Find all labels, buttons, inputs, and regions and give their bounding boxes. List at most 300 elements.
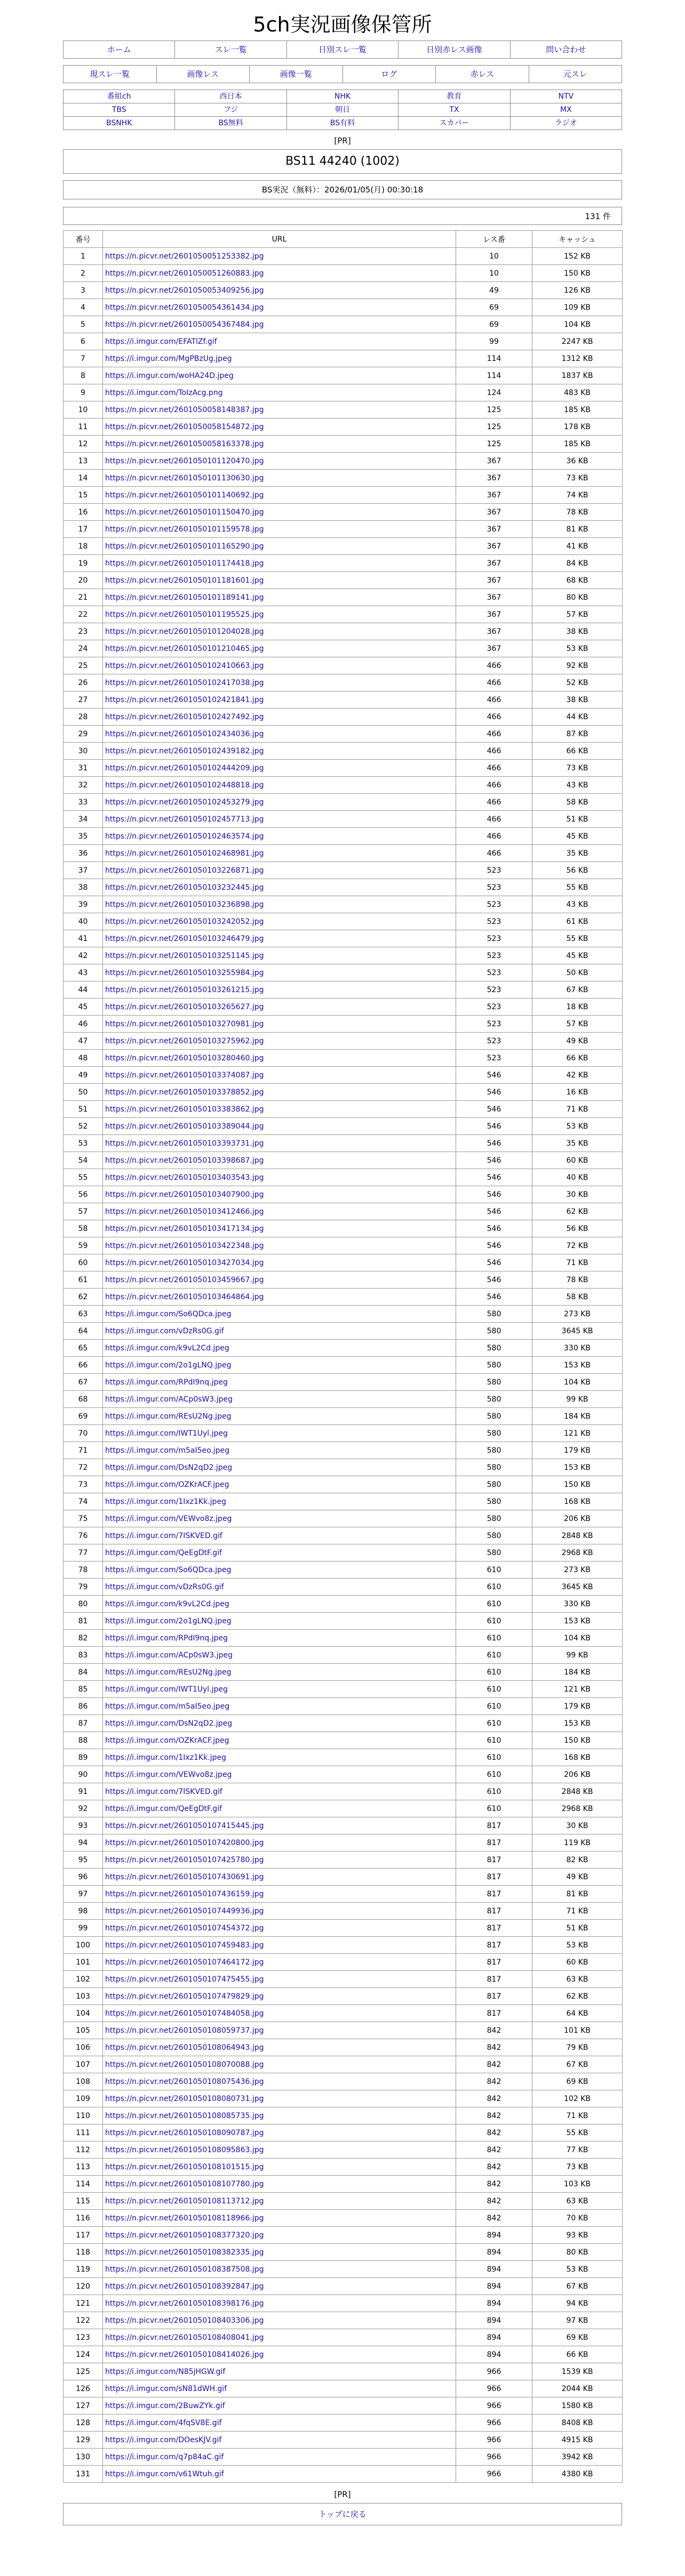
row-url[interactable]: [103, 657, 456, 674]
channel-nishinihon-link[interactable]: 西日本: [219, 92, 242, 101]
row-url[interactable]: [103, 2414, 456, 2432]
row-url[interactable]: [103, 521, 456, 538]
row-url[interactable]: [103, 2380, 456, 2397]
image-link[interactable]: https://n.picvr.net/2601050103251145.jpg: [105, 951, 264, 960]
nav-home[interactable]: [63, 41, 175, 59]
image-link[interactable]: https://n.picvr.net/2601050102463574.jpg: [105, 832, 264, 841]
row-url[interactable]: [103, 1476, 456, 1493]
row-url[interactable]: [103, 674, 456, 691]
row-url[interactable]: [103, 1749, 456, 1766]
channel-bs-free[interactable]: [175, 117, 286, 130]
row-url[interactable]: [103, 1186, 456, 1203]
image-link[interactable]: https://n.picvr.net/2601050103389044.jpg: [105, 1122, 264, 1131]
image-link[interactable]: https://n.picvr.net/2601050108090787.jpg: [105, 2128, 264, 2137]
back-to-top[interactable]: [63, 2503, 622, 2525]
channel-tx-link[interactable]: TX: [449, 106, 459, 114]
row-url[interactable]: [103, 2022, 456, 2039]
image-link[interactable]: https://n.picvr.net/2601050103226871.jpg: [105, 866, 264, 875]
row-url[interactable]: [103, 1408, 456, 1425]
image-link[interactable]: https://i.imgur.com/k9vL2Cd.jpeg: [105, 1599, 229, 1608]
nav-current-threads[interactable]: [63, 66, 157, 83]
row-url[interactable]: [103, 1152, 456, 1169]
channel-tbs-link[interactable]: TBS: [111, 106, 126, 114]
row-url[interactable]: [103, 572, 456, 589]
row-url[interactable]: [103, 1544, 456, 1561]
row-url[interactable]: [103, 2295, 456, 2312]
row-url[interactable]: [103, 1220, 456, 1237]
row-url[interactable]: [103, 2005, 456, 2022]
row-url[interactable]: [103, 1698, 456, 1715]
row-url[interactable]: [103, 981, 456, 999]
row-url[interactable]: [103, 1510, 456, 1527]
nav-contact[interactable]: [510, 41, 622, 59]
row-url[interactable]: [103, 1169, 456, 1186]
row-url[interactable]: [103, 1323, 456, 1340]
channel-bs-paid[interactable]: [286, 117, 398, 130]
image-link[interactable]: https://n.picvr.net/2601050107415445.jpg: [105, 1821, 264, 1830]
channel-bangumi-link[interactable]: 番組ch: [107, 92, 131, 101]
image-link[interactable]: https://n.picvr.net/2601050108387508.jpg: [105, 2265, 264, 2274]
row-url[interactable]: [103, 709, 456, 726]
nav-contact-link[interactable]: 問い合わせ: [546, 45, 586, 54]
row-url[interactable]: [103, 1579, 456, 1596]
row-url[interactable]: [103, 1493, 456, 1510]
image-link[interactable]: https://i.imgur.com/1Ixz1Kk.jpeg: [105, 1753, 226, 1762]
row-url[interactable]: [103, 367, 456, 384]
image-link[interactable]: https://i.imgur.com/4fqSV8E.gif: [105, 2418, 222, 2427]
nav-log-link[interactable]: ログ: [381, 69, 397, 79]
row-url[interactable]: [103, 1766, 456, 1783]
image-link[interactable]: https://i.imgur.com/IWT1Uyl.jpeg: [105, 1685, 228, 1694]
image-link[interactable]: https://i.imgur.com/VEWvo8z.jpeg: [105, 1514, 232, 1523]
row-url[interactable]: [103, 299, 456, 316]
row-url[interactable]: [103, 1442, 456, 1459]
image-link[interactable]: https://n.picvr.net/2601050058154872.jpg: [105, 422, 264, 431]
image-link[interactable]: https://i.imgur.com/So6QDca.jpeg: [105, 1309, 232, 1318]
row-url[interactable]: [103, 999, 456, 1016]
image-link[interactable]: https://n.picvr.net/2601050103280460.jpg: [105, 1053, 264, 1062]
row-url[interactable]: [103, 1903, 456, 1920]
row-url[interactable]: [103, 2244, 456, 2261]
nav-daily-red-images-link[interactable]: 日別赤レス画像: [426, 45, 482, 54]
row-url[interactable]: [103, 828, 456, 845]
nav-original-thread[interactable]: [529, 66, 622, 83]
row-url[interactable]: [103, 1254, 456, 1271]
image-link[interactable]: https://n.picvr.net/2601050108118966.jpg: [105, 2213, 264, 2223]
row-url[interactable]: [103, 1817, 456, 1834]
channel-kyoiku[interactable]: [399, 90, 510, 103]
row-url[interactable]: [103, 555, 456, 572]
image-link[interactable]: https://i.imgur.com/ACp0sW3.jpeg: [105, 1651, 233, 1660]
row-url[interactable]: [103, 1459, 456, 1476]
image-link[interactable]: https://i.imgur.com/OZKrACF.jpeg: [105, 1736, 229, 1745]
image-link[interactable]: https://n.picvr.net/2601050107475455.jpg: [105, 1975, 264, 1984]
image-link[interactable]: https://i.imgur.com/DsN2qD2.jpeg: [105, 1463, 233, 1472]
image-link[interactable]: https://n.picvr.net/2601050107449936.jpg: [105, 1906, 264, 1915]
row-url[interactable]: [103, 1357, 456, 1374]
image-link[interactable]: https://i.imgur.com/VEWvo8z.jpeg: [105, 1770, 232, 1779]
image-link[interactable]: https://n.picvr.net/2601050053409256.jpg: [105, 286, 264, 295]
row-url[interactable]: [103, 896, 456, 913]
channel-fuji[interactable]: [175, 103, 286, 117]
image-link[interactable]: https://n.picvr.net/2601050102457713.jpg: [105, 815, 264, 824]
row-url[interactable]: [103, 2176, 456, 2193]
image-link[interactable]: https://n.picvr.net/2601050103270981.jpg: [105, 1019, 264, 1028]
row-url[interactable]: [103, 1647, 456, 1664]
image-link[interactable]: https://n.picvr.net/2601050107420800.jpg: [105, 1838, 264, 1847]
row-url[interactable]: [103, 282, 456, 299]
row-url[interactable]: [103, 930, 456, 947]
image-link[interactable]: https://i.imgur.com/2BuwZYk.gif: [105, 2401, 225, 2410]
row-url[interactable]: [103, 436, 456, 453]
image-link[interactable]: https://i.imgur.com/N85jHGW.gif: [105, 2367, 226, 2376]
row-url[interactable]: [103, 504, 456, 521]
nav-home-link[interactable]: ホーム: [107, 45, 131, 54]
row-url[interactable]: [103, 845, 456, 862]
image-link[interactable]: https://n.picvr.net/2601050108070088.jpg: [105, 2060, 264, 2069]
row-url[interactable]: [103, 2312, 456, 2329]
channel-skyperfect-link[interactable]: スカパー: [439, 119, 469, 127]
image-link[interactable]: https://n.picvr.net/2601050107459483.jpg: [105, 1941, 264, 1950]
image-link[interactable]: https://n.picvr.net/2601050101210465.jpg: [105, 644, 264, 653]
channel-tbs[interactable]: [63, 103, 175, 117]
image-link[interactable]: https://n.picvr.net/2601050107430691.jpg: [105, 1872, 264, 1881]
row-url[interactable]: [103, 2346, 456, 2363]
row-url[interactable]: [103, 777, 456, 794]
channel-nishinihon[interactable]: [175, 90, 286, 103]
image-link[interactable]: https://n.picvr.net/2601050058148387.jpg: [105, 405, 264, 414]
nav-image-res-link[interactable]: 画像レス: [187, 69, 219, 79]
image-link[interactable]: https://i.imgur.com/vDzRs0G.gif: [105, 1326, 224, 1335]
image-link[interactable]: https://i.imgur.com/2o1gLNQ.jpeg: [105, 1616, 232, 1625]
image-link[interactable]: https://n.picvr.net/2601050103398687.jpg: [105, 1156, 264, 1165]
row-url[interactable]: [103, 2210, 456, 2227]
row-url[interactable]: [103, 1561, 456, 1579]
nav-log[interactable]: [342, 66, 436, 83]
image-link[interactable]: https://n.picvr.net/2601050103232445.jpg: [105, 883, 264, 892]
image-link[interactable]: https://n.picvr.net/2601050101181601.jpg: [105, 576, 264, 585]
image-link[interactable]: https://n.picvr.net/2601050101189141.jpg: [105, 593, 264, 602]
image-link[interactable]: https://n.picvr.net/2601050101204028.jpg: [105, 627, 264, 636]
image-link[interactable]: https://i.imgur.com/ACp0sW3.jpeg: [105, 1395, 233, 1404]
row-url[interactable]: [103, 947, 456, 964]
image-link[interactable]: https://n.picvr.net/2601050108113712.jpg: [105, 2196, 264, 2205]
row-url[interactable]: [103, 2193, 456, 2210]
row-url[interactable]: [103, 401, 456, 418]
nav-image-list[interactable]: [250, 66, 343, 83]
image-link[interactable]: https://n.picvr.net/2601050107464172.jpg: [105, 1958, 264, 1967]
image-link[interactable]: https://n.picvr.net/2601050102468981.jpg: [105, 849, 264, 858]
row-url[interactable]: [103, 1271, 456, 1289]
image-link[interactable]: https://n.picvr.net/2601050103412466.jpg: [105, 1207, 264, 1216]
row-url[interactable]: [103, 2073, 456, 2090]
image-link[interactable]: https://n.picvr.net/2601050102427492.jpg: [105, 712, 264, 721]
row-url[interactable]: [103, 1988, 456, 2005]
image-link[interactable]: https://n.picvr.net/2601050103378852.jpg: [105, 1088, 264, 1097]
channel-ntv-link[interactable]: NTV: [558, 92, 574, 101]
channel-asahi-link[interactable]: 朝日: [334, 106, 350, 114]
row-url[interactable]: [103, 640, 456, 657]
channel-nhk[interactable]: [286, 90, 398, 103]
nav-image-res[interactable]: [156, 66, 250, 83]
row-url[interactable]: [103, 1681, 456, 1698]
image-link[interactable]: https://i.imgur.com/REsU2Ng.jpeg: [105, 1668, 232, 1677]
image-link[interactable]: https://n.picvr.net/2601050051260883.jpg: [105, 269, 264, 278]
image-link[interactable]: https://n.picvr.net/2601050103242052.jpg: [105, 917, 264, 926]
image-link[interactable]: https://i.imgur.com/DsN2qD2.jpeg: [105, 1719, 233, 1728]
image-link[interactable]: https://n.picvr.net/2601050103246479.jpg: [105, 934, 264, 943]
image-link[interactable]: https://n.picvr.net/2601050102421841.jpg: [105, 695, 264, 704]
row-url[interactable]: [103, 248, 456, 265]
image-link[interactable]: https://i.imgur.com/EFATlZf.gif: [105, 337, 217, 346]
image-link[interactable]: https://n.picvr.net/2601050108059737.jpg: [105, 2026, 264, 2035]
row-url[interactable]: [103, 2397, 456, 2414]
channel-bsnhk-link[interactable]: BSNHK: [106, 119, 132, 127]
row-url[interactable]: [103, 265, 456, 282]
row-url[interactable]: [103, 333, 456, 350]
nav-original-thread-link[interactable]: 元スレ: [563, 69, 587, 79]
row-url[interactable]: [103, 811, 456, 828]
nav-daily-thread-list[interactable]: [286, 41, 398, 59]
image-link[interactable]: https://i.imgur.com/m5aI5eo.jpeg: [105, 1446, 230, 1455]
image-link[interactable]: https://i.imgur.com/k9vL2Cd.jpeg: [105, 1343, 229, 1353]
channel-bs-free-link[interactable]: BS無料: [218, 119, 243, 127]
image-link[interactable]: https://n.picvr.net/2601050107436159.jpg: [105, 1889, 264, 1898]
row-url[interactable]: [103, 623, 456, 640]
row-url[interactable]: [103, 2107, 456, 2124]
row-url[interactable]: [103, 538, 456, 555]
row-url[interactable]: [103, 2466, 456, 2483]
row-url[interactable]: [103, 1425, 456, 1442]
row-url[interactable]: [103, 350, 456, 367]
row-url[interactable]: [103, 1527, 456, 1544]
image-link[interactable]: https://n.picvr.net/2601050108101515.jpg: [105, 2162, 264, 2171]
row-url[interactable]: [103, 1664, 456, 1681]
image-link[interactable]: https://i.imgur.com/QeEgDtF.gif: [105, 1804, 222, 1813]
image-link[interactable]: https://n.picvr.net/2601050102434036.jpg: [105, 729, 264, 738]
image-link[interactable]: https://n.picvr.net/2601050102417038.jpg: [105, 678, 264, 687]
image-link[interactable]: https://n.picvr.net/2601050054367484.jpg: [105, 320, 264, 329]
image-link[interactable]: https://n.picvr.net/2601050103407900.jpg: [105, 1190, 264, 1199]
image-link[interactable]: https://i.imgur.com/woHA24D.jpeg: [105, 371, 234, 380]
row-url[interactable]: [103, 2159, 456, 2176]
image-link[interactable]: https://n.picvr.net/2601050101195525.jpg: [105, 610, 264, 619]
nav-daily-thread-list-link[interactable]: 日別スレ一覧: [318, 45, 367, 54]
row-url[interactable]: [103, 1340, 456, 1357]
channel-radio-link[interactable]: ラジオ: [554, 119, 577, 127]
row-url[interactable]: [103, 879, 456, 896]
row-url[interactable]: [103, 1237, 456, 1254]
row-url[interactable]: [103, 726, 456, 743]
row-url[interactable]: [103, 2432, 456, 2449]
image-link[interactable]: https://n.picvr.net/2601050107484058.jpg: [105, 2009, 264, 2018]
channel-bs-paid-link[interactable]: BS有料: [330, 119, 355, 127]
row-url[interactable]: [103, 384, 456, 401]
row-url[interactable]: [103, 2261, 456, 2278]
back-to-top-link[interactable]: トップに戻る: [318, 2509, 367, 2519]
nav-red-res-link[interactable]: 赤レス: [470, 69, 495, 79]
image-link[interactable]: https://n.picvr.net/2601050103459667.jpg: [105, 1275, 264, 1284]
row-url[interactable]: [103, 1613, 456, 1630]
row-url[interactable]: [103, 606, 456, 623]
image-link[interactable]: https://i.imgur.com/OZKrACF.jpeg: [105, 1480, 229, 1489]
row-url[interactable]: [103, 1203, 456, 1220]
row-url[interactable]: [103, 1800, 456, 1817]
channel-mx-link[interactable]: MX: [560, 106, 572, 114]
row-url[interactable]: [103, 1851, 456, 1869]
row-url[interactable]: [103, 862, 456, 879]
image-link[interactable]: https://n.picvr.net/2601050108107780.jpg: [105, 2179, 264, 2188]
nav-red-res[interactable]: [436, 66, 529, 83]
row-url[interactable]: [103, 1135, 456, 1152]
channel-bsnhk[interactable]: [63, 117, 175, 130]
row-url[interactable]: [103, 1050, 456, 1067]
image-link[interactable]: https://n.picvr.net/2601050108398176.jpg: [105, 2299, 264, 2308]
row-url[interactable]: [103, 913, 456, 930]
image-link[interactable]: https://n.picvr.net/2601050108382335.jpg: [105, 2248, 264, 2257]
row-url[interactable]: [103, 760, 456, 777]
row-url[interactable]: [103, 1886, 456, 1903]
image-link[interactable]: https://n.picvr.net/2601050103383862.jpg: [105, 1105, 264, 1114]
image-link[interactable]: https://n.picvr.net/2601050058163378.jpg: [105, 439, 264, 448]
row-url[interactable]: [103, 1289, 456, 1306]
image-link[interactable]: https://i.imgur.com/7ISKVED.gif: [105, 1787, 222, 1796]
image-link[interactable]: https://n.picvr.net/2601050103261215.jpg: [105, 985, 264, 994]
row-url[interactable]: [103, 487, 456, 504]
image-link[interactable]: https://i.imgur.com/QeEgDtF.gif: [105, 1548, 222, 1557]
row-url[interactable]: [103, 743, 456, 760]
image-link[interactable]: https://n.picvr.net/2601050108075436.jpg: [105, 2077, 264, 2086]
image-link[interactable]: https://n.picvr.net/2601050103403543.jpg: [105, 1173, 264, 1182]
image-link[interactable]: https://n.picvr.net/2601050108085735.jpg: [105, 2111, 264, 2120]
row-url[interactable]: [103, 418, 456, 436]
row-url[interactable]: [103, 2039, 456, 2056]
image-link[interactable]: https://n.picvr.net/2601050108064943.jpg: [105, 2043, 264, 2052]
row-url[interactable]: [103, 1920, 456, 1937]
image-link[interactable]: https://i.imgur.com/RPdI9nq.jpeg: [105, 1378, 228, 1387]
row-url[interactable]: [103, 1596, 456, 1613]
channel-nhk-link[interactable]: NHK: [334, 92, 351, 101]
row-url[interactable]: [103, 2329, 456, 2346]
image-link[interactable]: https://n.picvr.net/2601050107454372.jpg: [105, 1923, 264, 1933]
row-url[interactable]: [103, 2142, 456, 2159]
row-url[interactable]: [103, 470, 456, 487]
image-link[interactable]: https://n.picvr.net/2601050108095863.jpg: [105, 2145, 264, 2154]
image-link[interactable]: https://i.imgur.com/RPdI9nq.jpeg: [105, 1633, 228, 1643]
image-link[interactable]: https://n.picvr.net/2601050107425780.jpg: [105, 1855, 264, 1864]
image-link[interactable]: https://i.imgur.com/v61Wtuh.gif: [105, 2469, 224, 2478]
nav-current-threads-link[interactable]: 現スレ一覧: [90, 69, 130, 79]
row-url[interactable]: [103, 1954, 456, 1971]
row-url[interactable]: [103, 1715, 456, 1732]
channel-kyoiku-link[interactable]: 教育: [447, 92, 462, 101]
row-url[interactable]: [103, 1033, 456, 1050]
nav-thread-list-link[interactable]: スレ一覧: [214, 45, 247, 54]
row-url[interactable]: [103, 2056, 456, 2073]
image-link[interactable]: https://n.picvr.net/2601050103417134.jpg: [105, 1224, 264, 1233]
image-link[interactable]: https://n.picvr.net/2601050103393731.jpg: [105, 1139, 264, 1148]
row-url[interactable]: [103, 1067, 456, 1084]
image-link[interactable]: https://n.picvr.net/2601050103236898.jpg: [105, 900, 264, 909]
image-link[interactable]: https://n.picvr.net/2601050103374087.jpg: [105, 1070, 264, 1080]
row-url[interactable]: [103, 1118, 456, 1135]
row-url[interactable]: [103, 2227, 456, 2244]
row-url[interactable]: [103, 2278, 456, 2295]
image-link[interactable]: https://i.imgur.com/IWT1Uyl.jpeg: [105, 1429, 228, 1438]
image-link[interactable]: https://i.imgur.com/2o1gLNQ.jpeg: [105, 1361, 232, 1370]
image-link[interactable]: https://n.picvr.net/2601050108392847.jpg: [105, 2282, 264, 2291]
image-link[interactable]: https://n.picvr.net/2601050101120470.jpg: [105, 456, 264, 465]
image-link[interactable]: https://i.imgur.com/1Ixz1Kk.jpeg: [105, 1497, 226, 1506]
image-link[interactable]: https://i.imgur.com/7ISKVED.gif: [105, 1531, 222, 1540]
row-url[interactable]: [103, 964, 456, 981]
row-url[interactable]: [103, 794, 456, 811]
image-link[interactable]: https://n.picvr.net/2601050102410663.jpg: [105, 661, 264, 670]
nav-thread-list[interactable]: [175, 41, 286, 59]
channel-radio[interactable]: [510, 117, 622, 130]
image-link[interactable]: https://n.picvr.net/2601050102439182.jpg: [105, 746, 264, 755]
image-link[interactable]: https://n.picvr.net/2601050103422348.jpg: [105, 1241, 264, 1250]
channel-fuji-link[interactable]: フジ: [223, 106, 238, 114]
image-link[interactable]: https://n.picvr.net/2601050108080731.jpg: [105, 2094, 264, 2103]
image-link[interactable]: https://n.picvr.net/2601050103464864.jpg: [105, 1292, 264, 1301]
image-link[interactable]: https://i.imgur.com/So6QDca.jpeg: [105, 1565, 232, 1574]
row-url[interactable]: [103, 589, 456, 606]
image-link[interactable]: https://n.picvr.net/2601050103275962.jpg: [105, 1036, 264, 1045]
row-url[interactable]: [103, 1869, 456, 1886]
image-link[interactable]: https://n.picvr.net/2601050102448818.jpg: [105, 780, 264, 790]
row-url[interactable]: [103, 1834, 456, 1851]
row-url[interactable]: [103, 1783, 456, 1800]
image-link[interactable]: https://n.picvr.net/2601050107479829.jpg: [105, 1992, 264, 2001]
image-link[interactable]: https://i.imgur.com/q7p84aC.gif: [105, 2452, 224, 2461]
image-link[interactable]: https://i.imgur.com/vDzRs0G.gif: [105, 1582, 224, 1591]
channel-bangumi[interactable]: [63, 90, 175, 103]
nav-image-list-link[interactable]: 画像一覧: [280, 69, 312, 79]
row-url[interactable]: [103, 1374, 456, 1391]
image-link[interactable]: https://n.picvr.net/2601050102453279.jpg: [105, 798, 264, 807]
row-url[interactable]: [103, 1732, 456, 1749]
nav-daily-red-images[interactable]: [399, 41, 510, 59]
image-link[interactable]: https://n.picvr.net/2601050102444209.jpg: [105, 763, 264, 772]
image-link[interactable]: https://n.picvr.net/2601050101150470.jpg: [105, 508, 264, 517]
row-url[interactable]: [103, 2124, 456, 2142]
image-link[interactable]: https://i.imgur.com/m5aI5eo.jpeg: [105, 1702, 230, 1711]
image-link[interactable]: https://n.picvr.net/2601050101165290.jpg: [105, 542, 264, 551]
image-link[interactable]: https://i.imgur.com/sN81dWH.gif: [105, 2384, 227, 2393]
image-link[interactable]: https://n.picvr.net/2601050108377320.jpg: [105, 2231, 264, 2240]
row-url[interactable]: [103, 453, 456, 470]
row-url[interactable]: [103, 1084, 456, 1101]
image-link[interactable]: https://i.imgur.com/ToIzAcg.png: [105, 388, 223, 397]
image-link[interactable]: https://i.imgur.com/DOesKJV.gif: [105, 2435, 222, 2444]
channel-skyperfect[interactable]: [399, 117, 510, 130]
channel-ntv[interactable]: [510, 90, 622, 103]
image-link[interactable]: https://i.imgur.com/MgPBzUg.jpeg: [105, 354, 232, 363]
image-link[interactable]: https://n.picvr.net/2601050108403306.jpg: [105, 2316, 264, 2325]
row-url[interactable]: [103, 2449, 456, 2466]
image-link[interactable]: https://n.picvr.net/2601050054361434.jpg: [105, 303, 264, 312]
image-link[interactable]: https://n.picvr.net/2601050108414026.jpg: [105, 2350, 264, 2359]
channel-tx[interactable]: [399, 103, 510, 117]
channel-asahi[interactable]: [286, 103, 398, 117]
row-url[interactable]: [103, 691, 456, 709]
image-link[interactable]: https://n.picvr.net/2601050103265627.jpg: [105, 1002, 264, 1011]
image-link[interactable]: https://n.picvr.net/2601050101159578.jpg: [105, 525, 264, 534]
image-link[interactable]: https://n.picvr.net/2601050051253382.jpg: [105, 252, 264, 261]
image-link[interactable]: https://n.picvr.net/2601050108408041.jpg: [105, 2333, 264, 2342]
channel-mx[interactable]: [510, 103, 622, 117]
